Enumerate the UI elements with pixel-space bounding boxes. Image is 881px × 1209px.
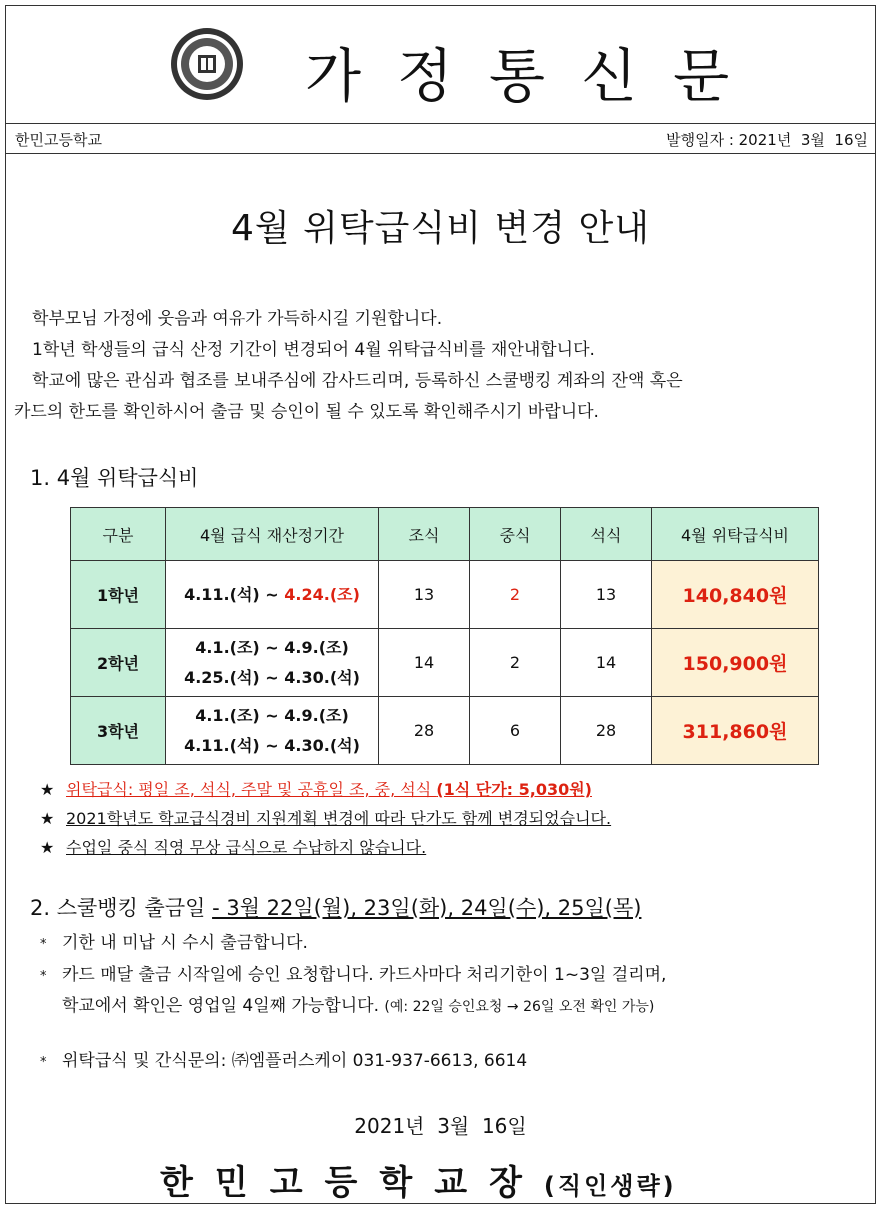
table-row <box>71 697 819 765</box>
school-name: 한민고등학교 <box>15 131 102 149</box>
asterisk-icon: * <box>40 1055 47 1070</box>
contact-text: 위탁급식 및 간식문의: ㈜엠플러스케이 031-937-6613, 6614 <box>62 1051 528 1071</box>
table-header: 4월 위탁급식비 <box>652 508 819 561</box>
signature-name: 한민고등학교장 <box>160 1163 544 1203</box>
total-cell: 311,860원 <box>652 697 819 765</box>
period-cell <box>166 697 379 765</box>
breakfast-cell: 14 <box>379 629 470 697</box>
note-item <box>40 804 611 833</box>
bullet-text: 기한 내 미납 시 수시 출금합니다. <box>62 933 308 953</box>
notice-heading: 4월 위탁급식비 변경 안내 <box>231 208 650 249</box>
breakfast-cell: 28 <box>379 697 470 765</box>
lunch-cell: 6 <box>470 697 561 765</box>
dinner-cell: 13 <box>561 561 652 629</box>
intro-line: 학부모님 가정에 웃음과 여유가 가득하시길 기원합니다. <box>32 309 443 329</box>
section2-title <box>30 892 641 922</box>
lunch-cell: 2 <box>470 629 561 697</box>
table-header: 4월 급식 재산정기간 <box>166 508 379 561</box>
note-item <box>40 833 611 862</box>
period-text: 4.1.(조) ~ 4.9.(조) <box>195 637 349 657</box>
total-cell: 150,900원 <box>652 629 819 697</box>
section1-title: 1. 4월 위탁급식비 <box>30 466 199 490</box>
dinner-cell: 28 <box>561 697 652 765</box>
table-notes <box>40 775 611 862</box>
table-row <box>71 629 819 697</box>
section2-label: 2. 스쿨뱅킹 출금일 <box>30 896 213 920</box>
withdrawal-dates: - 3월 22일(월), 23일(화), 24일(수), 25일(목) <box>212 896 642 920</box>
lunch-cell: 2 <box>470 561 561 629</box>
bullet-item <box>40 960 666 992</box>
period-changed: 4.24.(조) <box>284 584 360 604</box>
bullet-text: 학교에서 확인은 영업일 4일째 가능합니다. <box>62 996 380 1016</box>
note-bold: (1식 단가: 5,030원) <box>436 780 592 799</box>
star-icon: ★ <box>40 838 55 857</box>
intro-text <box>14 304 872 428</box>
info-bar <box>5 124 876 154</box>
period-text: 4.25.(석) ~ 4.30.(석) <box>184 667 360 687</box>
breakfast-cell: 13 <box>379 561 470 629</box>
table-header: 석식 <box>561 508 652 561</box>
note-text: 수업일 중식 직영 무상 급식으로 수납하지 않습니다. <box>66 838 427 857</box>
header <box>5 5 876 124</box>
asterisk-icon: * <box>40 969 47 984</box>
star-icon: ★ <box>40 809 55 828</box>
period-text: 4.11.(석) ~ <box>184 584 285 604</box>
total-cell: 140,840원 <box>652 561 819 629</box>
star-icon: ★ <box>40 780 55 799</box>
bullet-item <box>40 928 308 960</box>
intro-line: 카드의 한도를 확인하시어 출금 및 승인이 될 수 있도록 확인해주시기 바랍니다. <box>14 402 599 422</box>
table-header: 조식 <box>379 508 470 561</box>
note-main: 위탁급식: 평일 조, 석식, 주말 및 공휴일 조, 중, 석식 <box>66 780 437 799</box>
note-text: 2021학년도 학교급식경비 지원계획 변경에 따라 단가도 함께 변경되었습니다. <box>66 809 612 828</box>
note-text <box>66 775 592 804</box>
grade-cell: 1학년 <box>71 561 166 629</box>
dinner-cell: 14 <box>561 629 652 697</box>
bullet-text: 카드 매달 출금 시작일에 승인 요청합니다. 카드사마다 처리기한이 1~3일 걸리며, <box>62 965 667 985</box>
note-item <box>40 775 611 804</box>
bullet-continuation <box>62 991 654 1023</box>
meal-fee-table <box>70 507 819 765</box>
signature-note: (직인생략) <box>543 1172 677 1200</box>
principal-signature <box>160 1155 677 1204</box>
example-note: (예: 22일 승인요청 → 26일 오전 확인 가능) <box>384 999 655 1015</box>
period-cell <box>166 561 379 629</box>
table-header: 중식 <box>470 508 561 561</box>
period-cell <box>166 629 379 697</box>
school-logo <box>170 27 244 101</box>
issue-date: 발행일자 : 2021년 3월 16일 <box>666 131 868 149</box>
table-row <box>71 561 819 629</box>
footer-date: 2021년 3월 16일 <box>354 1114 527 1138</box>
intro-line: 학교에 많은 관심과 협조를 보내주심에 감사드리며, 등록하신 스쿨뱅킹 계좌의 잔액 혹은 <box>32 371 683 391</box>
grade-cell: 3학년 <box>71 697 166 765</box>
intro-line: 1학년 학생들의 급식 산정 기간이 변경되어 4월 위탁급식비를 재안내합니다. <box>32 340 595 360</box>
asterisk-icon: * <box>40 937 47 952</box>
grade-cell: 2학년 <box>71 629 166 697</box>
period-text: 4.1.(조) ~ 4.9.(조) <box>195 705 349 725</box>
document-title: 가정통신문 <box>305 42 766 110</box>
bullet-item <box>40 1046 527 1078</box>
table-header: 구분 <box>71 508 166 561</box>
period-text: 4.11.(석) ~ 4.30.(석) <box>184 735 360 755</box>
